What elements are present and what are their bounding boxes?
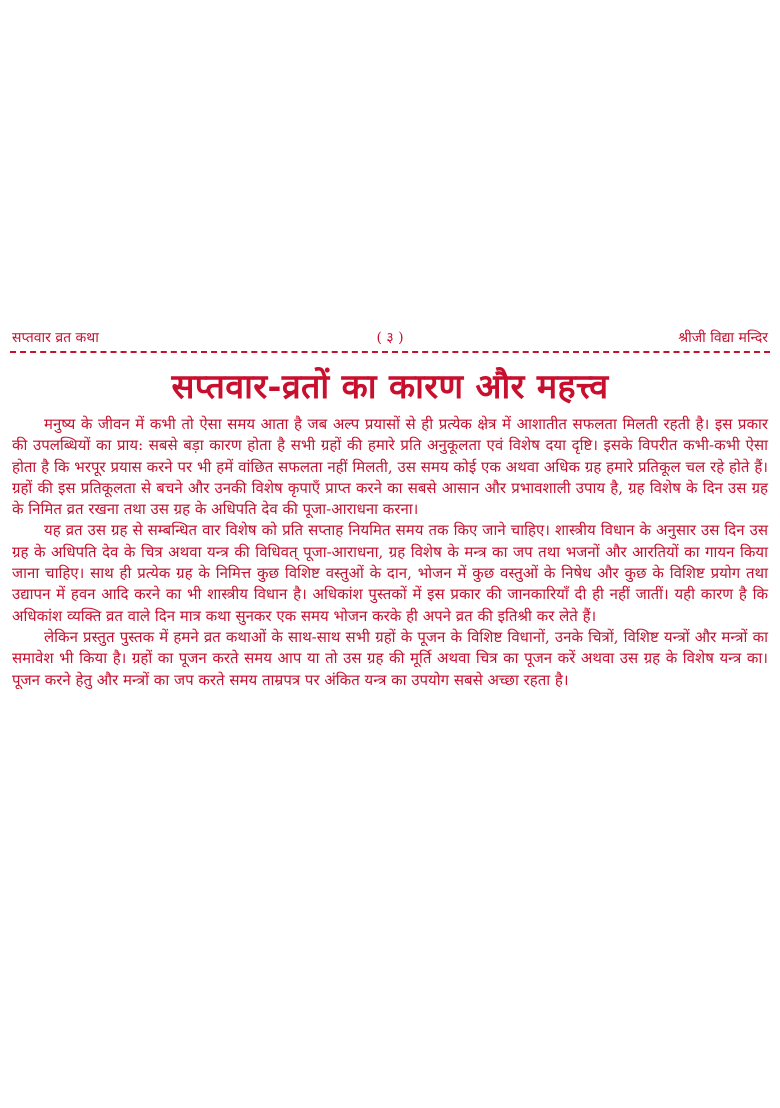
header-divider [10,351,770,353]
header-publisher: श्रीजी विद्या मन्दिर [678,330,768,346]
chapter-body [12,414,768,691]
paragraph: यह व्रत उस ग्रह से सम्बन्धित वार विशेष को प्रति सप्ताह नियमित समय तक किए जाने चाहिए। शास्त्रीय विधान के अनुसार उस दिन उस ग्रह के अधिपति देव के चित्र अथवा यन्त्र की विधिवत् पूजा-आराधना, ग्रह विशेष के मन्त्र का जप तथा भजनों और आरतियों का गायन किया जाना चाहिए। साथ ही प्रत्येक ग्रह के निमित्त कुछ विशिष्ट वस्तुओं के दान, भोजन में कुछ वस्तुओं के निषेध और कुछ के विशिष्ट प्रयोग तथा उद्यापन में हवन आदि करने का भी शास्त्रीय विधान है। अधिकांश पुस्तकों में इस प्रकार की जानकारियाँ दी ही नहीं जातीं। यही कारण है कि अधिकांश व्यक्ति व्रत वाले दिन मात्र कथा सुनकर एक समय भोजन करके ही अपने व्रत की इतिश्री कर लेते हैं। [12,521,768,625]
chapter-title: सप्तवार-व्रतों का कारण और महत्त्व [171,367,609,407]
paragraph: मनुष्य के जीवन में कभी तो ऐसा समय आता है जब अल्प प्रयासों से ही प्रत्येक क्षेत्र में आशातीत सफलता मिलती रहती है। इस प्रकार की उपलब्धियों का प्राय: सबसे बड़ा कारण होता है सभी ग्रहों की हमारे प्रति अनुकूलता एवं विशेष दया दृष्टि। इसके विपरीत कभी-कभी ऐसा होता है कि भरपूर प्रयास करने पर भी हमें वांछित सफलता नहीं मिलती, उस समय कोई एक अथवा अधिक ग्रह हमारे प्रतिकूल चल रहे होते हैं। ग्रहों की इस प्रतिकूलता से बचने और उनकी विशेष कृपाएँ प्राप्त करने का सबसे आसान और प्रभावशाली उपाय है, ग्रह विशेष के दिन उस ग्रह के निमित व्रत रखना तथा उस ग्रह के अधिपति देव की पूजा-आराधना करना। [12,415,768,519]
header-book-title: सप्तवार व्रत कथा [12,330,99,346]
paragraph: लेकिन प्रस्तुत पुस्तक में हमने व्रत कथाओं के साथ-साथ सभी ग्रहों के पूजन के विशिष्ट विधानों, उनके चित्रों, विशिष्ट यन्त्रों और मन्त्रों का समावेश भी किया है। ग्रहों का पूजन करते समय आप या तो उस ग्रह की मूर्ति अथवा चित्र का पूजन करें अथवा उस ग्रह के विशेष यन्त्र का। पूजन करने हेतु और मन्त्रों का जप करते समय ताम्रपत्र पर अंकित यन्त्र का उपयोग सबसे अच्छा रहता है। [12,627,768,689]
page-header [12,328,768,350]
page-number: ( ३ ) [376,330,404,346]
